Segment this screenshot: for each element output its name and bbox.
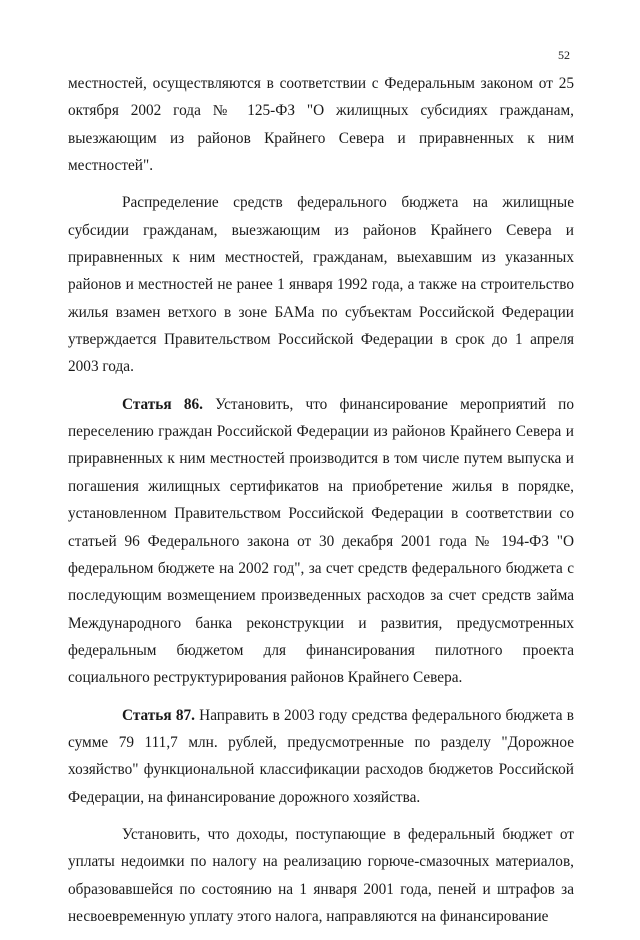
paragraph-text: Распределение средств федерального бюджета на жилищные субсидии гражданам, выезжающим из районов Крайнего Севера и приравненных к ним местностей, гражданам, выехавшим из указанных районов и местностей не ранее 1 января 1992 года, а также на строительство жилья взамен ветхого в зоне БАМа по субъектам Российской Федерации утверждается Правительством Российской Федерации в срок до 1 апреля 2003 года. (68, 194, 574, 376)
paragraph-text: Установить, что финансирование мероприятий по переселению граждан Российской Федерации из районов Крайнего Севера и приравненных к ним местностей производится в том числе путем выпуска и погашения жилищных сертификатов на приобретение жилья в порядке, установленном Правительством Российской Федерации в соответствии со статьей 96 Федерального закона от 30 декабря 2001 года № 194-ФЗ "О федеральном бюджете на 2002 год", за счет средств федерального бюджета с последующим возмещением произведенных расходов за счет средств займа Международного банка реконструкции и развития, предусмотренных федеральным бюджетом для финансирования пилотного проекта социального реструктурирования районов Крайнего Севера. (68, 395, 575, 687)
paragraph-text: местностей, осуществляются в соответствии с Федеральным законом от 25 октября 2002 года № 125-ФЗ "О жилищных субсидиях гражданам, выезжающим из районов Крайнего Севера и приравненных к ним местностей". (68, 75, 574, 175)
paragraph (68, 821, 574, 930)
paragraph (68, 702, 574, 811)
paragraph (68, 189, 574, 380)
document-body (68, 70, 574, 940)
paragraph (68, 70, 574, 179)
paragraph-text: Направить в 2003 году средства федерального бюджета в сумме 79 111,7 млн. рублей, предусмотренные по разделу "Дорожное хозяйство" функциональной классификации расходов бюджетов Российской Федерации, на финансирование дорожного хозяйства. (68, 706, 574, 806)
article-heading: Статья 86. (122, 395, 203, 413)
paragraph (68, 391, 574, 692)
paragraph-text: Установить, что доходы, поступающие в федеральный бюджет от уплаты недоимки по налогу на реализацию горюче-смазочных материалов, образовавшейся по состоянию на 1 января 2001 года, пеней и штрафов за несвоевременную уплату этого налога, направляются на финансирование (68, 825, 574, 925)
article-heading: Статья 87. (122, 706, 195, 724)
page-number: 52 (558, 48, 570, 62)
